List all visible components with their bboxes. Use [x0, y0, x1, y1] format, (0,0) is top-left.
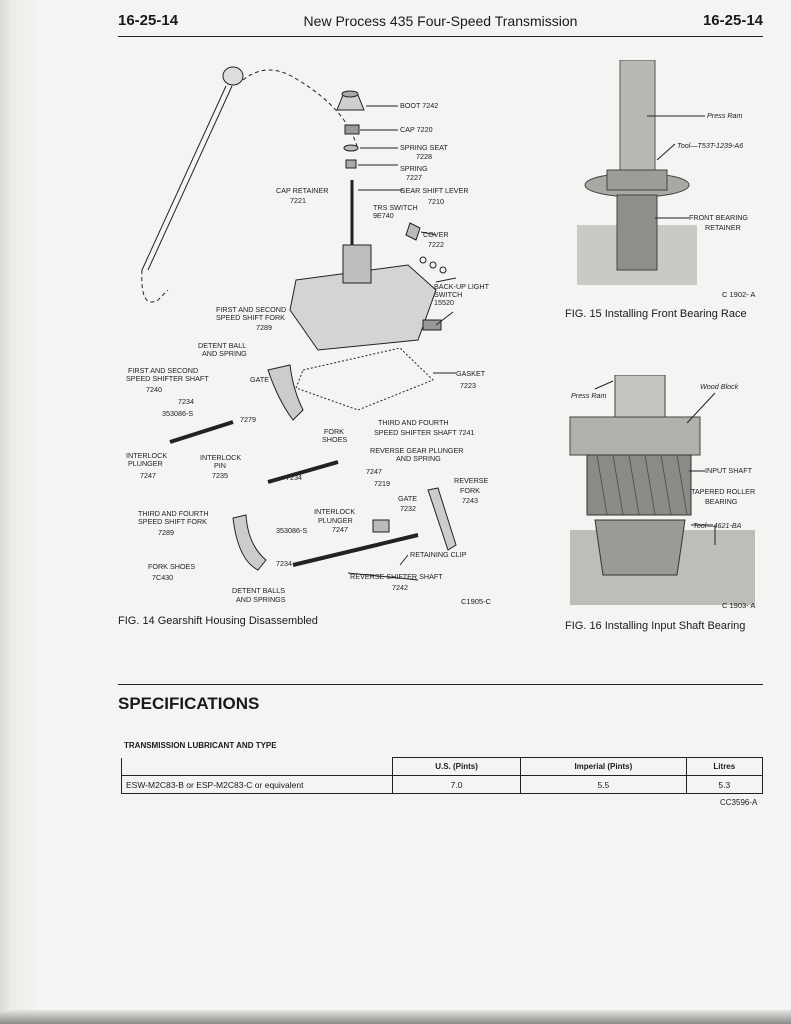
label-first-second-shaft-2: SPEED SHIFTER SHAFT — [126, 374, 209, 383]
label-interlock-plunger-mid-num: 7247 — [332, 525, 348, 534]
label-first-second-fork-2: SPEED SHIFT FORK — [216, 313, 285, 322]
page-title: New Process 435 Four-Speed Transmission — [303, 13, 578, 29]
spec-litres-value: 5.3 — [686, 776, 762, 794]
label-gear-shift-lever: GEAR SHIFT LEVER — [400, 186, 469, 195]
label-first-second-shaft: FIRST AND SECOND — [128, 366, 199, 375]
label-interlock-pin-num: 7235 — [212, 471, 228, 480]
label-fork-shoes-top: FORK — [324, 427, 344, 436]
page-number-right: 16-25-14 — [702, 12, 763, 29]
label-fork-shoes: FORK SHOES — [148, 562, 196, 571]
fig15-retainer: RETAINER — [705, 223, 741, 232]
label-cover-num: 7222 — [428, 240, 444, 249]
fig15-caption: FIG. 15 Installing Front Bearing Race — [565, 308, 747, 320]
label-interlock-plunger: INTERLOCK — [126, 451, 168, 460]
label-detent-balls-2: AND SPRINGS — [236, 595, 286, 604]
label-retaining-clip: RETAINING CLIP — [410, 550, 467, 559]
label-fork-shoes-num: 7C430 — [152, 573, 174, 582]
fig16-press-ram: Press Ram — [571, 391, 607, 400]
label-boot: BOOT 7242 — [400, 101, 439, 110]
label-gasket: GASKET — [456, 369, 486, 378]
fig15-press-ram: Press Ram — [707, 111, 743, 120]
label-backup-num: 15520 — [434, 298, 454, 307]
spec-lubricant-name: ESW-M2C83-B or ESP-M2C83-C or equivalent — [122, 776, 393, 794]
label-spring-seat: SPRING SEAT — [400, 143, 448, 152]
spec-title: SPECIFICATIONS — [118, 694, 260, 713]
label-spring: SPRING — [400, 164, 428, 173]
label-gate-top: GATE — [250, 375, 270, 384]
spec-code: CC3596-A — [720, 798, 758, 807]
label-reverse-fork-2: FORK — [460, 486, 480, 495]
fig16-photo — [565, 375, 763, 610]
fig15-photo — [565, 60, 763, 302]
spec-col-litres: Litres — [686, 758, 762, 776]
fig14-caption: FIG. 14 Gearshift Housing Disassembled — [118, 615, 318, 627]
spec-rule — [118, 684, 763, 685]
label-reverse-fork: REVERSE — [454, 476, 489, 485]
spec-col-us: U.S. (Pints) — [393, 758, 521, 776]
label-third-fourth-shaft-2: SPEED SHIFTER SHAFT 7241 — [374, 428, 475, 437]
fig16-tool: Tool—4621-BA — [693, 521, 742, 530]
spec-table — [121, 757, 763, 794]
label-first-second-fork: FIRST AND SECOND — [216, 305, 287, 314]
label-third-fourth-fork-num: 7289 — [158, 528, 174, 537]
label-interlock-plunger-2: PLUNGER — [128, 459, 163, 468]
page-bottom-edge — [0, 1010, 791, 1024]
label-interlock-plunger-mid-2: PLUNGER — [318, 516, 353, 525]
label-7247a: 7247 — [366, 467, 382, 476]
label-reverse-gear-plunger: REVERSE GEAR PLUNGER — [370, 446, 464, 455]
label-backup-light: BACK-UP LIGHT — [434, 282, 489, 291]
label-353086b: 353086-S — [276, 526, 308, 535]
fig15-code: C 1902- A — [722, 290, 756, 299]
spec-col-imperial: Imperial (Pints) — [521, 758, 687, 776]
label-gear-shift-lever-num: 7210 — [428, 197, 444, 206]
fig16-wood-block: Wood Block — [700, 382, 739, 391]
spec-imperial-value: 5.5 — [521, 776, 687, 794]
label-7234b: 7234 — [286, 473, 302, 482]
spec-header-row — [122, 758, 763, 776]
label-detent-ball: DETENT BALL — [198, 341, 247, 350]
label-first-second-fork-num: 7289 — [256, 323, 272, 332]
label-spring-seat-num: 7228 — [416, 152, 432, 161]
label-7234c: 7234 — [276, 559, 292, 568]
label-cap-retainer: CAP RETAINER — [276, 186, 329, 195]
label-third-fourth-fork: THIRD AND FOURTH — [138, 509, 209, 518]
label-cover: COVER — [423, 230, 449, 239]
label-spring-num: 7227 — [406, 173, 422, 182]
label-7219: 7219 — [374, 479, 390, 488]
label-reverse-gear-plunger-2: AND SPRING — [396, 454, 441, 463]
label-interlock-plunger-mid: INTERLOCK — [314, 507, 356, 516]
label-detent-ball-2: AND SPRING — [202, 349, 247, 358]
label-353086a: 353086-S — [162, 409, 194, 418]
fig16-code: C 1903- A — [722, 601, 756, 610]
label-trs-switch: TRS SWITCH — [373, 203, 418, 212]
label-cap-retainer-num: 7221 — [290, 196, 306, 205]
label-third-fourth-fork-2: SPEED SHIFT FORK — [138, 517, 207, 526]
fig15-front-bearing: FRONT BEARING — [689, 213, 748, 222]
fig16-tapered-roller: TAPERED ROLLER — [691, 487, 756, 496]
fig16-caption: FIG. 16 Installing Input Shaft Bearing — [565, 620, 746, 632]
label-trs-switch-num: 9E740 — [373, 211, 394, 220]
label-reverse-fork-num: 7243 — [462, 496, 478, 505]
spec-blank-header — [122, 758, 393, 776]
page-number-left: 16-25-14 — [118, 12, 179, 29]
table-row — [122, 776, 763, 794]
label-reverse-shifter-shaft: REVERSE SHIFTER SHAFT — [350, 572, 443, 581]
label-detent-balls: DETENT BALLS — [232, 586, 285, 595]
label-7279: 7279 — [240, 415, 256, 424]
fig14-exploded-diagram — [118, 50, 508, 610]
spec-us-value: 7.0 — [393, 776, 521, 794]
label-7232: 7232 — [400, 504, 416, 513]
fig15-tool: Tool—T53T-1239-A6 — [677, 141, 744, 150]
page-binding-edge — [0, 0, 40, 1024]
fig14-code: C1905-C — [461, 597, 492, 606]
label-third-fourth-shaft: THIRD AND FOURTH — [378, 418, 449, 427]
label-interlock-pin: INTERLOCK — [200, 453, 242, 462]
label-gate-mid: GATE — [398, 494, 418, 503]
label-interlock-plunger-num: 7247 — [140, 471, 156, 480]
label-interlock-pin-2: PIN — [214, 461, 226, 470]
spec-subtitle: TRANSMISSION LUBRICANT AND TYPE — [124, 741, 277, 750]
fig16-input-shaft: INPUT SHAFT — [705, 466, 752, 475]
label-fork-shoes-top-2: SHOES — [322, 435, 348, 444]
label-7234a: 7234 — [178, 397, 194, 406]
label-first-second-shaft-num: 7240 — [146, 385, 162, 394]
page-header — [118, 12, 763, 34]
label-cap: CAP 7220 — [400, 125, 433, 134]
header-rule — [118, 36, 763, 37]
label-reverse-shifter-shaft-num: 7242 — [392, 583, 408, 592]
label-gasket-num: 7223 — [460, 381, 476, 390]
label-backup-switch: SWITCH — [434, 290, 463, 299]
fig16-bearing: BEARING — [705, 497, 738, 506]
